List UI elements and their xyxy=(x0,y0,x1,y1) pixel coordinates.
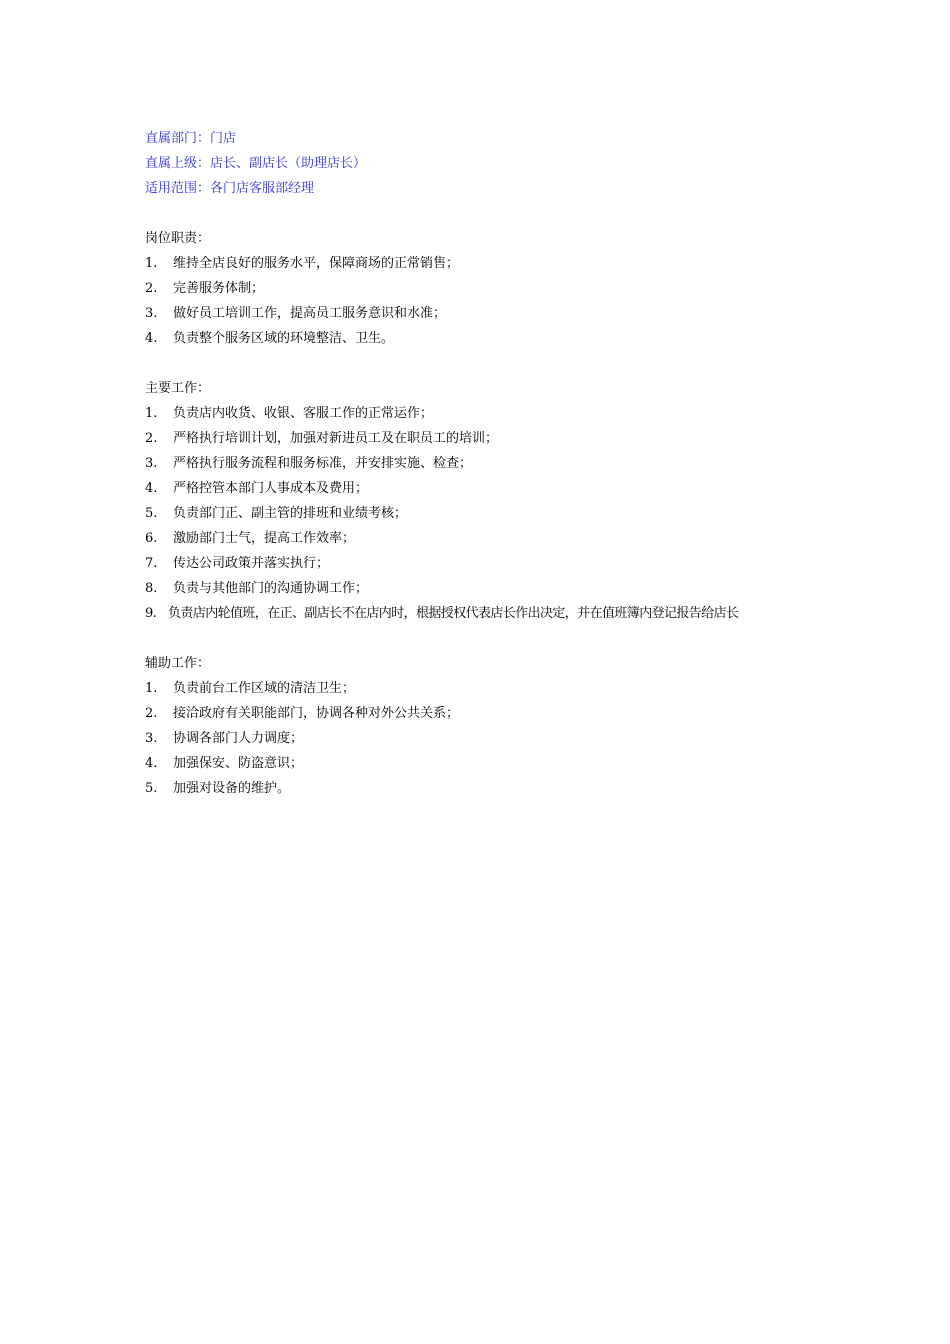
item-text: 维持全店良好的服务水平，保障商场的正常销售； xyxy=(173,256,460,271)
item-number: 4. xyxy=(145,756,158,771)
item-number: 1. xyxy=(145,256,158,271)
document-page xyxy=(145,126,865,801)
item-text: 做好员工培训工作，提高员工服务意识和水准； xyxy=(173,306,447,321)
list-item xyxy=(145,301,865,326)
item-text: 严格执行服务流程和服务标准，并安排实施、检查； xyxy=(173,456,473,471)
scope-line: 适用范围：各门店客服部经理 xyxy=(145,181,315,196)
item-number: 2. xyxy=(145,706,158,721)
item-text: 加强对设备的维护。 xyxy=(173,781,291,796)
list-item xyxy=(145,326,865,351)
main-work-title: 主要工作： xyxy=(145,381,211,396)
item-text: 协调各部门人力调度； xyxy=(173,731,304,746)
item-text: 严格控管本部门人事成本及费用； xyxy=(173,481,369,496)
list-item xyxy=(145,451,865,476)
item-text: 激励部门士气，提高工作效率； xyxy=(173,531,356,546)
list-item xyxy=(145,251,865,276)
duties-title: 岗位职责： xyxy=(145,231,211,246)
item-number: 9. xyxy=(145,606,157,621)
aux-work-title: 辅助工作： xyxy=(145,656,211,671)
item-number: 5. xyxy=(145,506,158,521)
list-item xyxy=(145,276,865,301)
item-number: 2. xyxy=(145,281,158,296)
list-item xyxy=(145,701,865,726)
list-item xyxy=(145,426,865,451)
list-item xyxy=(145,551,865,576)
item-number: 8. xyxy=(145,581,158,596)
item-text: 负责店内轮值班，在正、副店长不在店内时，根据授权代表店长作出决定，并在值班簿内登记报告给店长 xyxy=(168,606,739,621)
list-item xyxy=(145,476,865,501)
item-text: 负责与其他部门的沟通协调工作； xyxy=(173,581,369,596)
item-number: 3. xyxy=(145,731,158,746)
item-number: 4. xyxy=(145,481,158,496)
list-item xyxy=(145,751,865,776)
item-text: 接洽政府有关职能部门，协调各种对外公共关系； xyxy=(173,706,460,721)
item-number: 6. xyxy=(145,531,158,546)
item-text: 负责整个服务区域的环境整洁、卫生。 xyxy=(173,331,395,346)
item-text: 完善服务体制； xyxy=(173,281,265,296)
superior-line: 直属上级：店长、副店长（助理店长） xyxy=(145,156,367,171)
list-item xyxy=(145,526,865,551)
item-number: 2. xyxy=(145,431,158,446)
item-number: 5. xyxy=(145,781,158,796)
list-item xyxy=(145,601,865,626)
item-text: 严格执行培训计划，加强对新进员工及在职员工的培训； xyxy=(173,431,499,446)
department-line: 直属部门：门店 xyxy=(145,131,237,146)
item-number: 1. xyxy=(145,406,158,421)
list-item xyxy=(145,676,865,701)
list-item xyxy=(145,776,865,801)
list-item xyxy=(145,401,865,426)
list-item xyxy=(145,576,865,601)
item-text: 负责前台工作区域的清洁卫生； xyxy=(173,681,356,696)
item-number: 3. xyxy=(145,306,158,321)
item-number: 4. xyxy=(145,331,158,346)
spacer xyxy=(145,201,865,226)
spacer xyxy=(145,626,865,651)
item-number: 3. xyxy=(145,456,158,471)
item-text: 加强保安、防盗意识； xyxy=(173,756,304,771)
list-item xyxy=(145,501,865,526)
spacer xyxy=(145,351,865,376)
item-number: 1. xyxy=(145,681,158,696)
item-number: 7. xyxy=(145,556,158,571)
list-item xyxy=(145,726,865,751)
item-text: 负责部门正、副主管的排班和业绩考核； xyxy=(173,506,408,521)
item-text: 负责店内收货、收银、客服工作的正常运作； xyxy=(173,406,434,421)
item-text: 传达公司政策并落实执行； xyxy=(173,556,330,571)
